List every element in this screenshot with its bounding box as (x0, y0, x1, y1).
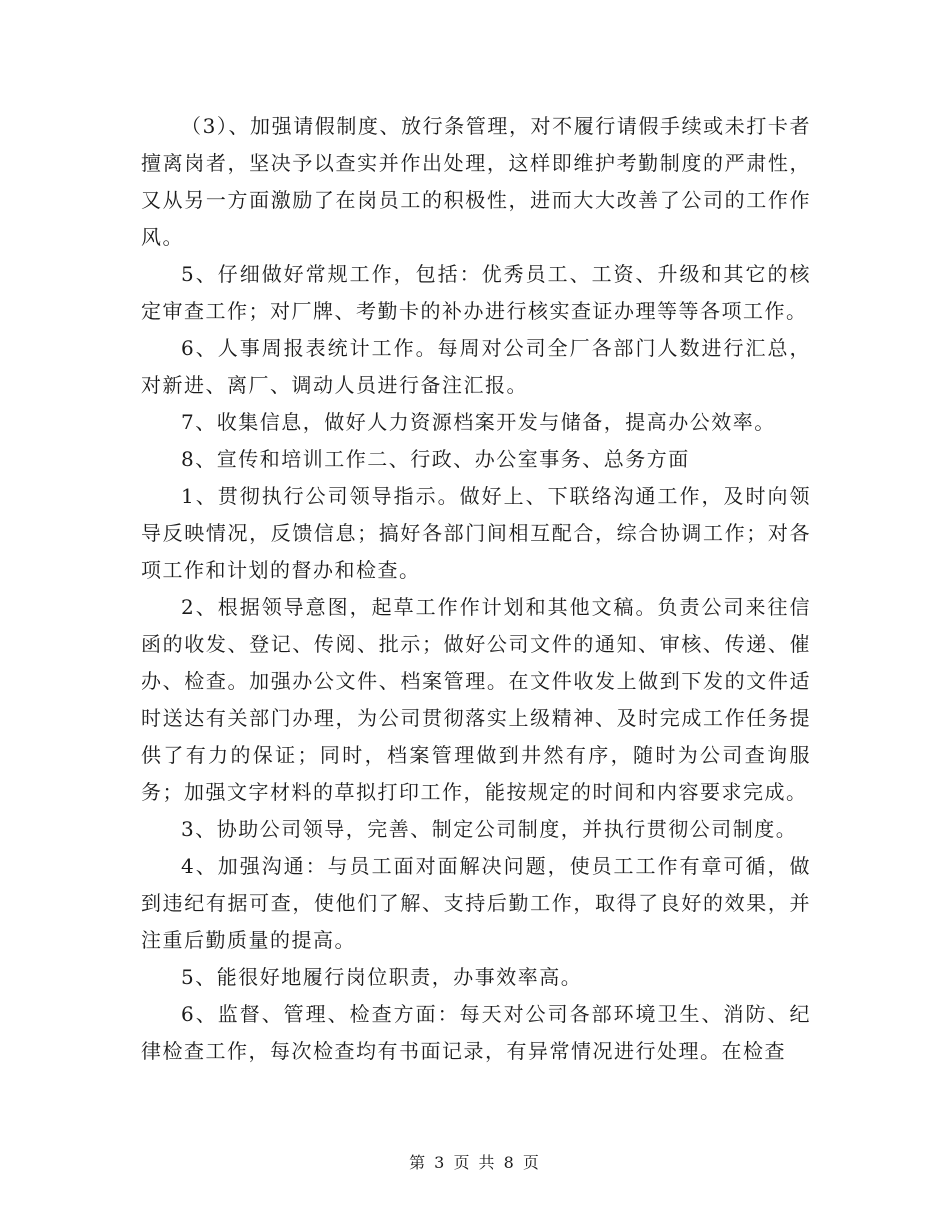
paragraph-training-admin: 8、宣传和培训工作二、行政、办公室事务、总务方面 (181, 447, 690, 471)
paragraph-leave-policy: （3）、加强请假制度、放行条管理，对不履行请假手续或未打卡者擅离岗者，坚决予以查实并作出处理，这样即维护考勤制度的严肃性，又从另一方面激励了在岗员工的积极性，进而大大改善了公司的工作作风。 (141, 114, 811, 249)
paragraph-document-management: 2、根据领导意图，起草工作作计划和其他文稿。负责公司来往信函的收发、登记、传阅、批示；做好公司文件的通知、审核、传递、催办、检查。加强办公文件、档案管理。在文件收发上做到下发的文件适时送达有关部门办理，为公司贯彻落实上级精神、及时完成工作任务提供了有力的保证；同时，档案管理做到井然有序，随时为公司查询服务；加强文字材料的草拟打印工作，能按规定的时间和内容要求完成。 (141, 595, 811, 804)
page-number-footer: 第 3 页 共 8 页 (409, 1153, 541, 1172)
paragraph-leadership-directives: 1、贯彻执行公司领导指示。做好上、下联络沟通工作，及时向领导反映情况，反馈信息；搞好各部门间相互配合，综合协调工作；对各项工作和计划的督办和检查。 (141, 484, 811, 582)
paragraph-weekly-report: 6、人事周报表统计工作。每周对公司全厂各部门人数进行汇总，对新进、离厂、调动人员进行备注汇报。 (141, 336, 811, 397)
paragraph-communication: 4、加强沟通：与员工面对面解决问题，使员工工作有章可循，做到违纪有据可查，使他们了解、支持后勤工作，取得了良好的效果，并注重后勤质量的提高。 (141, 854, 811, 952)
paragraph-routine-work: 5、仔细做好常规工作，包括：优秀员工、工资、升级和其它的核定审查工作；对厂牌、考勤卡的补办进行核实查证办理等等各项工作。 (141, 262, 811, 323)
paragraph-job-duties: 5、能很好地履行岗位职责，办事效率高。 (181, 965, 583, 989)
paragraph-company-policy: 3、协助公司领导，完善、制定公司制度，并执行贯彻公司制度。 (181, 817, 798, 841)
paragraph-hr-archive: 7、收集信息，做好人力资源档案开发与储备，提高办公效率。 (181, 410, 776, 434)
document-body (141, 108, 811, 1070)
paragraph-inspection: 6、监督、管理、检查方面：每天对公司各部环境卫生、消防、纪律检查工作，每次检查均有书面记录，有异常情况进行处理。在检查 (141, 1002, 811, 1063)
